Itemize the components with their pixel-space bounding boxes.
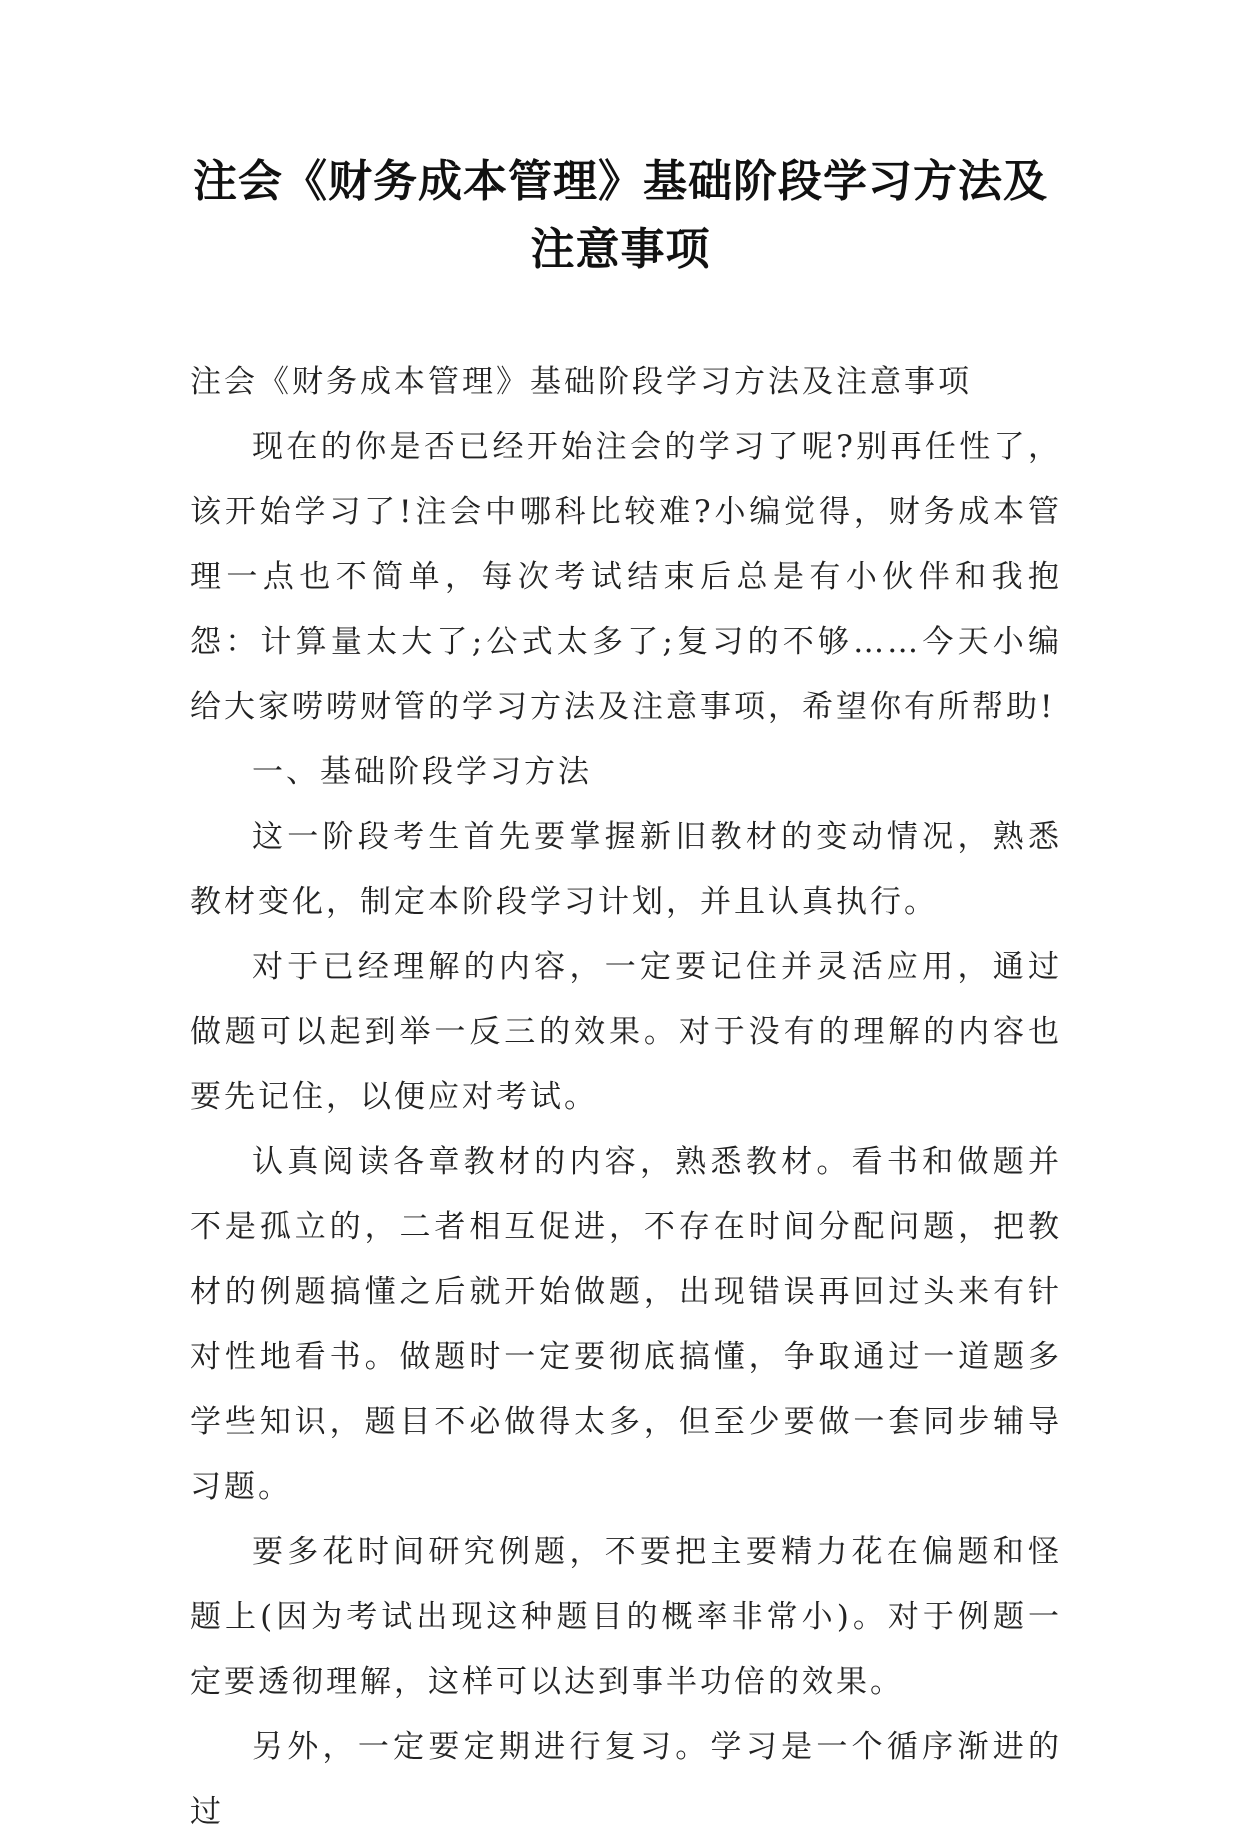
body-paragraph: 对于已经理解的内容，一定要记住并灵活应用，通过做题可以起到举一反三的效果。对于没有的理解的内容也要先记住，以便应对考试。	[190, 949, 1062, 1115]
intro-paragraph: 现在的你是否已经开始注会的学习了呢?别再任性了，该开始学习了!注会中哪科比较难?小编觉得，财务成本管理一点也不简单，每次考试结束后总是有小伙伴和我抱怨：计算量太大了;公式太多了;复习的不够……今天小编给大家唠唠财管的学习方法及注意事项，希望你有所帮助!	[190, 429, 1062, 725]
body-paragraph: 要多花时间研究例题，不要把主要精力花在偏题和怪题上(因为考试出现这种题目的概率非常小)。对于例题一定要透彻理解，这样可以达到事半功倍的效果。	[190, 1534, 1062, 1700]
body-paragraph: 认真阅读各章教材的内容，熟悉教材。看书和做题并不是孤立的，二者相互促进，不存在时间分配问题，把教材的例题搞懂之后就开始做题，出现错误再回过头来有针对性地看书。做题时一定要彻底搞懂，争取通过一道题多学些知识，题目不必做得太多，但至少要做一套同步辅导习题。	[190, 1144, 1062, 1505]
document-body	[190, 350, 1062, 1845]
section-heading: 一、基础阶段学习方法	[252, 754, 592, 790]
document-title: 注会《财务成本管理》基础阶段学习方法及注意事项	[193, 156, 1048, 275]
subtitle-paragraph: 注会《财务成本管理》基础阶段学习方法及注意事项	[190, 364, 972, 400]
body-paragraph: 另外，一定要定期进行复习。学习是一个循序渐进的过	[190, 1729, 1062, 1830]
body-paragraph: 这一阶段考生首先要掌握新旧教材的变动情况，熟悉教材变化，制定本阶段学习计划，并且认真执行。	[190, 819, 1062, 920]
